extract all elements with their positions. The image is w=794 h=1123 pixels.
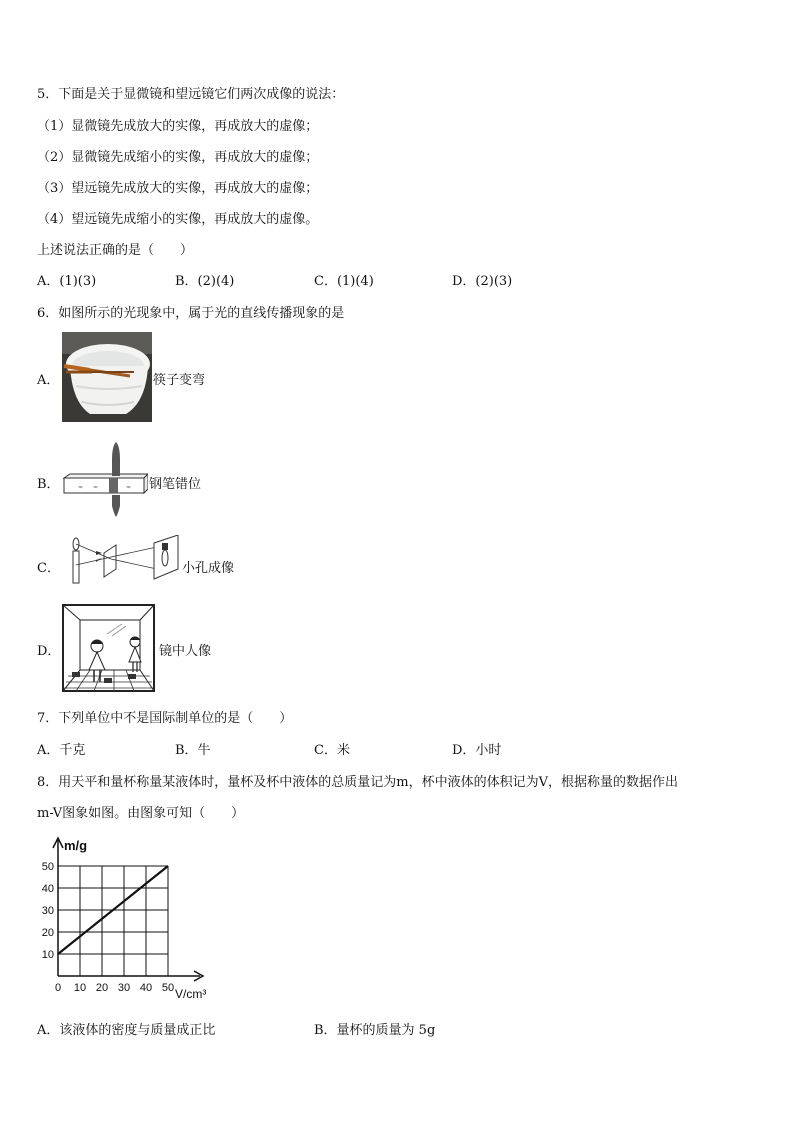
- q8-stem-line-2: m-V图象如图。由图象可知（ ）: [37, 806, 245, 821]
- svg-text:≈: ≈: [93, 484, 99, 491]
- svg-text:≈: ≈: [126, 484, 132, 491]
- m-v-chart: [36, 834, 226, 1002]
- q6-option-a-caption: 筷子变弯: [153, 373, 206, 388]
- q5-statement-4: （4）望远镜先成缩小的实像，再成放大的虚像。: [37, 212, 319, 227]
- bent-chopsticks-photo: [62, 332, 152, 422]
- q6-option-c-caption: 小孔成像: [182, 561, 235, 576]
- y-tick-label: 20: [41, 927, 54, 939]
- x-tick-label: 20: [95, 982, 109, 994]
- q5-statement-2: （2）显微镜先成缩小的实像，再成放大的虚像；: [37, 150, 319, 165]
- x-tick-label: 10: [73, 982, 87, 994]
- q8-option-a[interactable]: A．该液体的密度与质量成正比: [37, 1023, 216, 1038]
- q6-option-b-label[interactable]: B．: [37, 477, 60, 492]
- q7-option-d[interactable]: D．小时: [452, 743, 502, 758]
- x-tick-label: 0: [54, 982, 62, 994]
- q6-stem: 6．如图所示的光现象中，属于光的直线传播现象的是: [37, 306, 345, 321]
- chart-ticks: [42, 861, 174, 994]
- q5-option-a[interactable]: A．(1)(3): [37, 274, 97, 289]
- y-axis-label: m/g: [64, 838, 88, 853]
- q7-option-c[interactable]: C．米: [314, 743, 350, 758]
- q6-option-d-caption: 镜中人像: [159, 644, 212, 659]
- pen-glass-block-figure: [62, 440, 148, 518]
- x-tick-label: 40: [139, 982, 153, 994]
- y-tick-label: 50: [41, 861, 54, 873]
- y-tick-label: 10: [41, 949, 54, 961]
- q5-statement-1: （1）显微镜先成放大的实像，再成放大的虚像；: [37, 119, 319, 134]
- q7-option-b[interactable]: B．牛: [175, 743, 211, 758]
- chart-grid: [58, 866, 168, 976]
- q7-option-a[interactable]: A．千克: [37, 743, 86, 758]
- q8-option-b[interactable]: B．量杯的质量为 5g: [314, 1023, 436, 1038]
- q6-option-b-caption: 钢笔错位: [149, 477, 202, 492]
- q6-option-c-label[interactable]: C．: [37, 561, 60, 576]
- q5-ask: 上述说法正确的是（ ）: [37, 243, 194, 258]
- q5-stem: 5．下面是关于显微镜和望远镜它们两次成像的说法：: [37, 87, 345, 102]
- x-tick-label: 30: [117, 982, 131, 994]
- q5-option-d[interactable]: D．(2)(3): [452, 274, 513, 289]
- svg-text:≈: ≈: [78, 484, 84, 491]
- q6-option-d-label[interactable]: D．: [37, 644, 61, 659]
- q5-statement-3: （3）望远镜先成放大的实像，再成放大的虚像；: [37, 181, 319, 196]
- x-axis-label: V/cm³: [175, 987, 207, 1001]
- mirror-image-figure: [62, 604, 155, 692]
- y-tick-label: 30: [41, 905, 54, 917]
- pinhole-imaging-figure: [66, 535, 180, 587]
- q8-stem-line-1: 8．用天平和量杯称量某液体时，量杯及杯中液体的总质量记为m，杯中液体的体积记为V，根据称量的数据作出: [37, 775, 678, 790]
- y-tick-label: 40: [41, 883, 54, 895]
- q5-option-c[interactable]: C．(1)(4): [314, 274, 374, 289]
- x-tick-label: 50: [161, 982, 175, 994]
- q7-stem: 7．下列单位中不是国际制单位的是（ ）: [37, 711, 293, 726]
- q6-option-a-label[interactable]: A．: [37, 373, 60, 388]
- q5-option-b[interactable]: B．(2)(4): [175, 274, 235, 289]
